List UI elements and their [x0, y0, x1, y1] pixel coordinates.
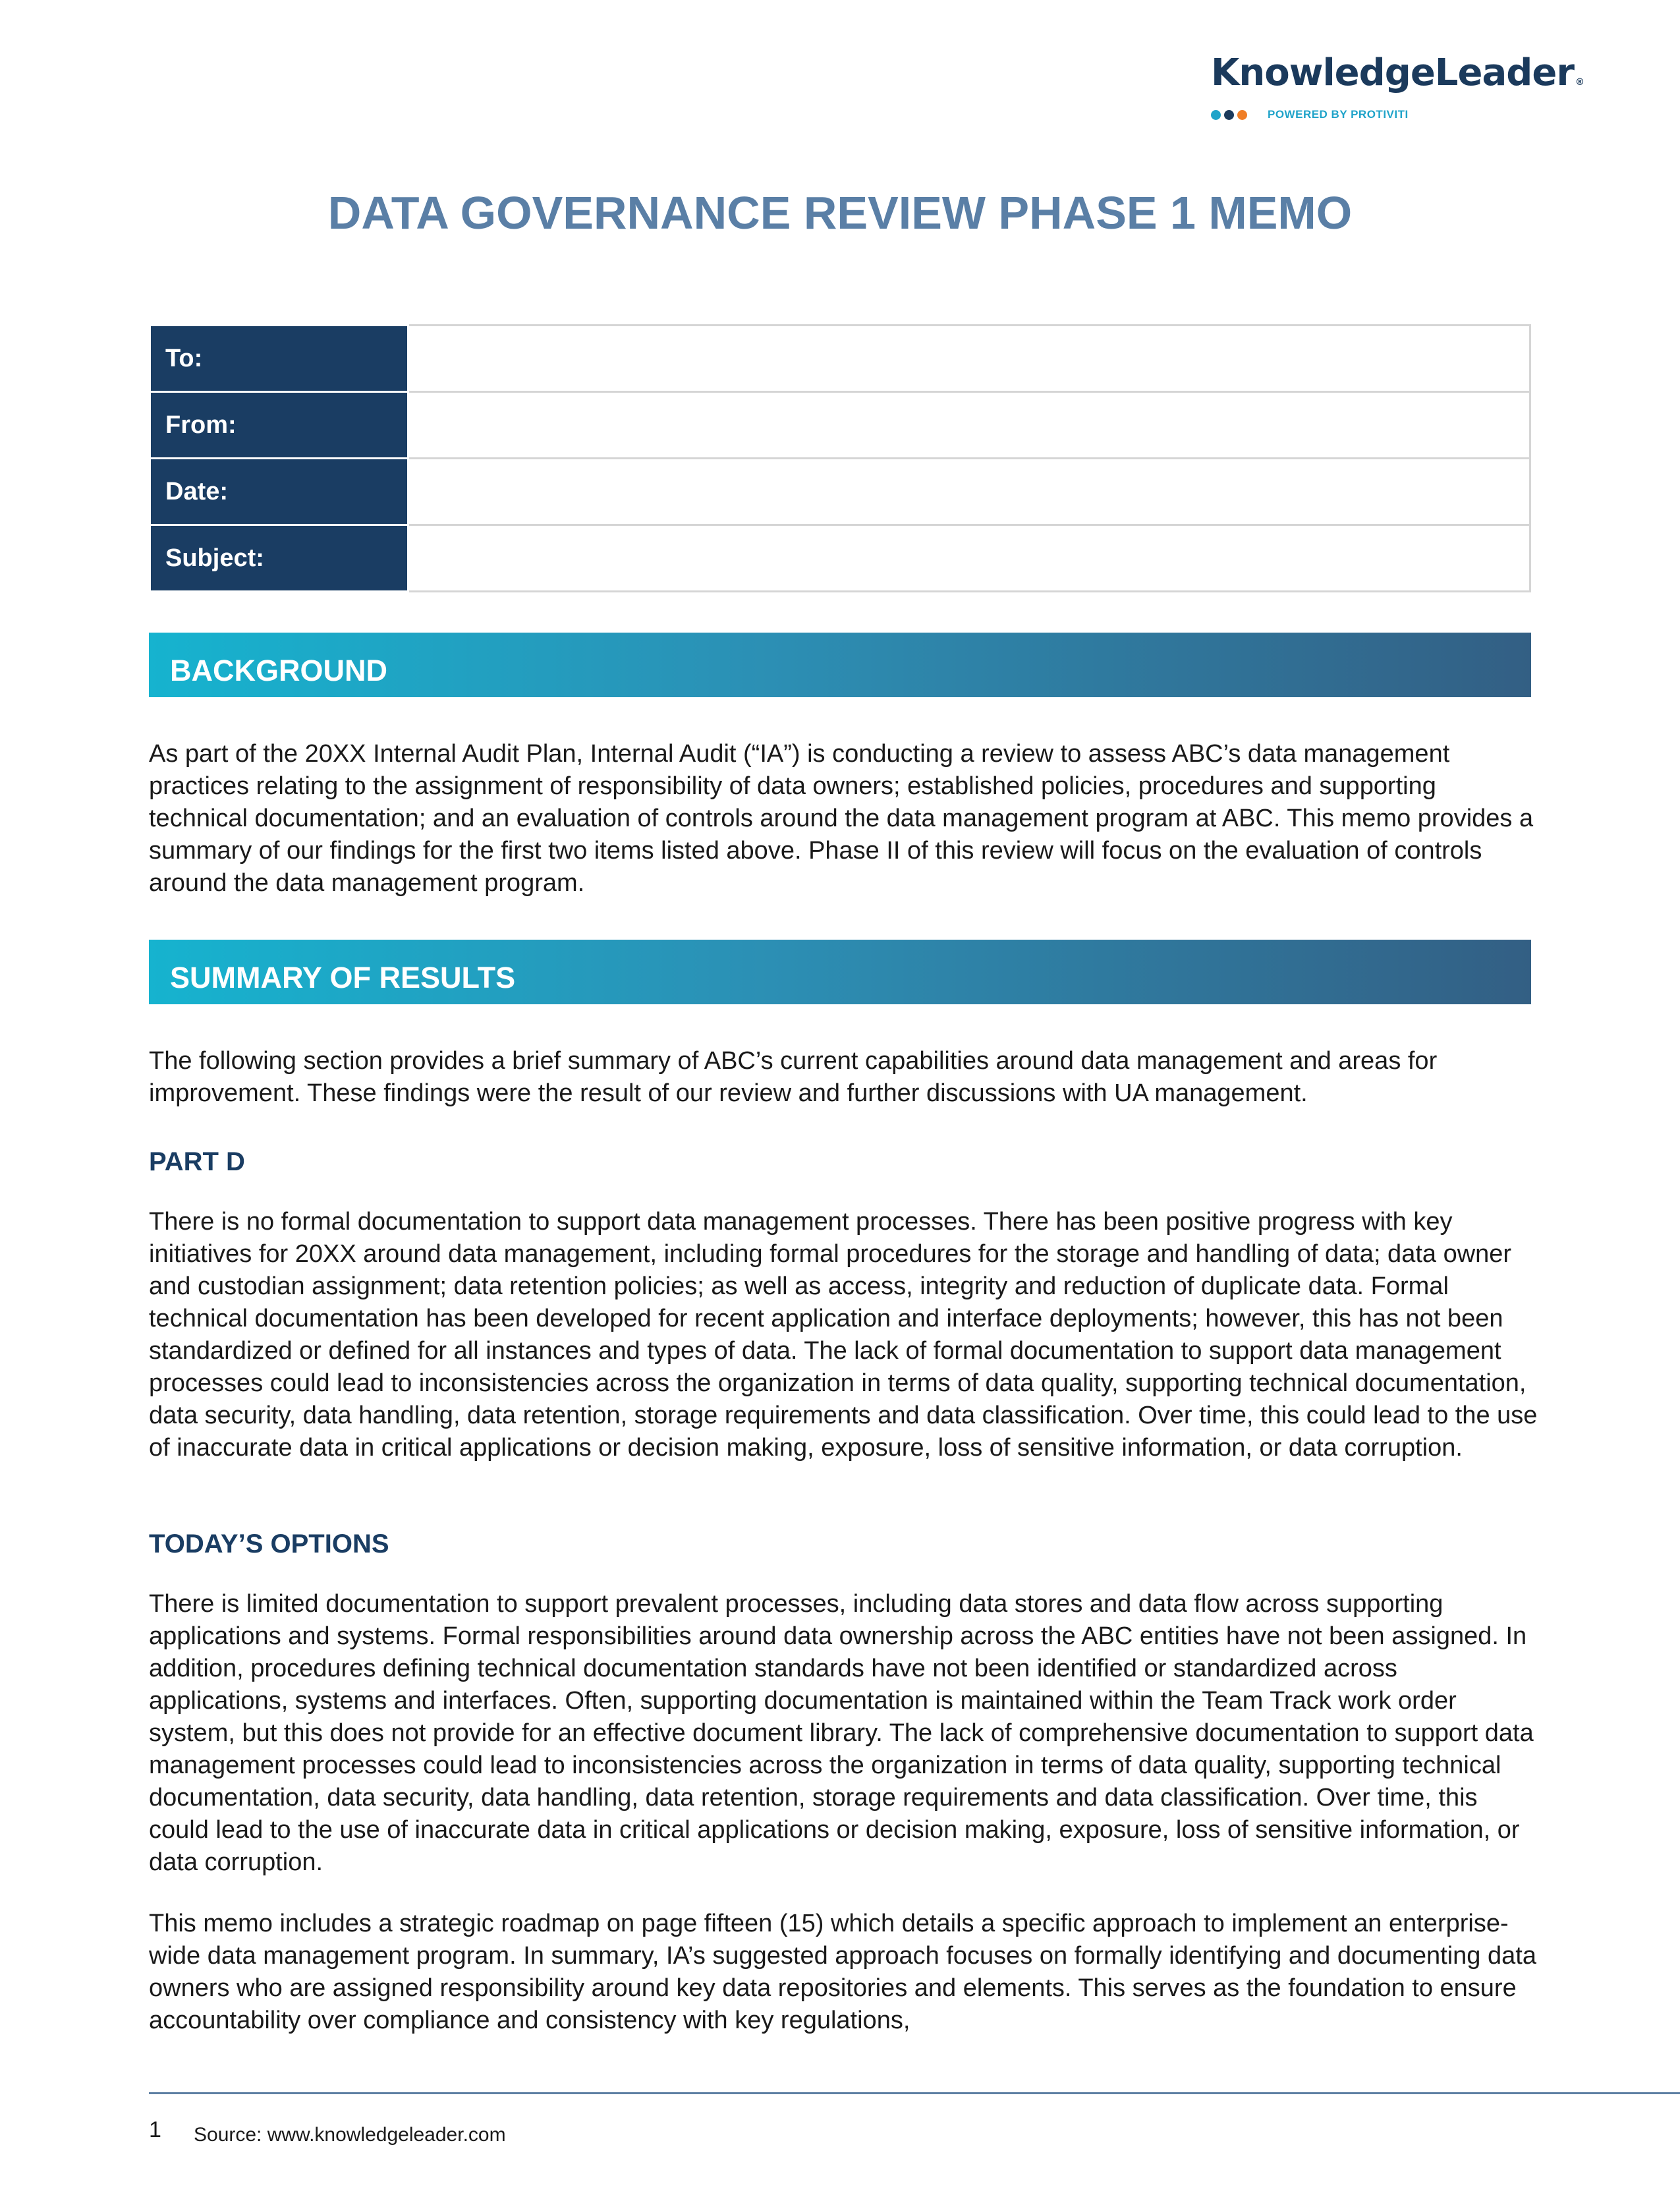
- background-paragraph: As part of the 20XX Internal Audit Plan, Internal Audit (“IA”) is conducting a review to assess ABC’s data management practices relating to the assignment of responsibility of data owners; established policies, procedures and supporting technical documentation; and an evaluation of controls around the data management program at ABC. This memo provides a summary of our findings for the first two items listed above. Phase II of this review will focus on the evaluation of controls around the data management program.: [149, 740, 1534, 897]
- footer-source: Source: www.knowledgeleader.com: [194, 2124, 506, 2146]
- registered-mark: ®: [1575, 77, 1584, 88]
- memo-label-date: Date:: [150, 459, 408, 525]
- memo-header-table: [149, 324, 1531, 592]
- memo-row-date: [150, 459, 1530, 525]
- knowledgeleader-logo: [1211, 51, 1584, 124]
- subheading-part-d: PART D: [149, 1147, 245, 1176]
- memo-value-subject[interactable]: [408, 525, 1530, 592]
- memo-row-from: [150, 392, 1530, 459]
- page-title: DATA GOVERNANCE REVIEW PHASE 1 MEMO: [327, 187, 1353, 239]
- todays-options-paragraph: There is limited documentation to support prevalent processes, including data stores and data flow across supporting applications and systems. Formal responsibilities around data ownership across the ABC entities have not been assigned. In addition, procedures defining technical documentation standards have not been identified or standardized across applications, systems and interfaces. Often, supporting documentation is maintained within the Team Track work order system, but this does not provide for an effective document library. The lack of comprehensive documentation to support data management processes could lead to inconsistencies across the organization in terms of data quality, supporting technical documentation, data security, data handling, data retention, storage requirements and data classification. Over time, this could lead to the use of inaccurate data in critical applications or decision making, exposure, loss of sensitive information, or data corruption.: [149, 1590, 1534, 1876]
- memo-label-to: To:: [150, 326, 408, 392]
- footer-divider: [149, 2092, 1680, 2094]
- summary-paragraph: The following section provides a brief summary of ABC’s current capabilities around data management and areas for improvement. These findings were the result of our review and further discussions with UA management.: [149, 1047, 1438, 1107]
- memo-value-date[interactable]: [408, 459, 1530, 525]
- memo-value-from[interactable]: [408, 392, 1530, 459]
- logo-wordmark: [1211, 51, 1584, 95]
- section-heading-background: BACKGROUND: [149, 633, 1531, 697]
- memo-row-to: [150, 326, 1530, 392]
- memo-label-from: From:: [150, 392, 408, 459]
- todays-options-paragraph-2: This memo includes a strategic roadmap on page fifteen (15) which details a specific approach to implement an enterprise-wide data management program. In summary, IA’s suggested approach focuses on formally identifying and documenting data owners who are assigned responsibility around key data repositories and elements. This serves as the foundation to ensure accountability over compliance and consistency with key regulations,: [149, 1910, 1536, 2034]
- logo-dot-icon: [1237, 110, 1247, 120]
- subheading-todays-options: TODAY’S OPTIONS: [149, 1529, 389, 1558]
- logo-dot-icon: [1224, 110, 1234, 120]
- logo-tagline-row: [1211, 107, 1409, 123]
- memo-value-to[interactable]: [408, 326, 1530, 392]
- logo-wordmark-text: KnowledgeLeader: [1211, 51, 1574, 94]
- part-d-paragraph: There is no formal documentation to support data management processes. There has been positive progress with key initiatives for 20XX around data management, including formal procedures for the storage and handling of data; data owner and custodian assignment; data retention policies; as well as access, integrity and reduction of duplicate data. Formal technical documentation has been developed for recent application and interface deployments; however, this has not been standardized or defined for all instances and types of data. The lack of formal documentation to support data management processes could lead to inconsistencies across the organization in terms of data quality, supporting technical documentation, data security, data handling, data retention, storage requirements and data classification. Over time, this could lead to the use of inaccurate data in critical applications or decision making, exposure, loss of sensitive information, or data corruption.: [149, 1208, 1538, 1462]
- memo-row-subject: [150, 525, 1530, 592]
- section-heading-summary: SUMMARY OF RESULTS: [149, 940, 1531, 1004]
- memo-label-subject: Subject:: [150, 525, 408, 592]
- logo-dot-icon: [1211, 110, 1221, 120]
- page-number: 1: [149, 2117, 161, 2142]
- logo-tagline: POWERED BY PROTIVITI: [1268, 108, 1409, 121]
